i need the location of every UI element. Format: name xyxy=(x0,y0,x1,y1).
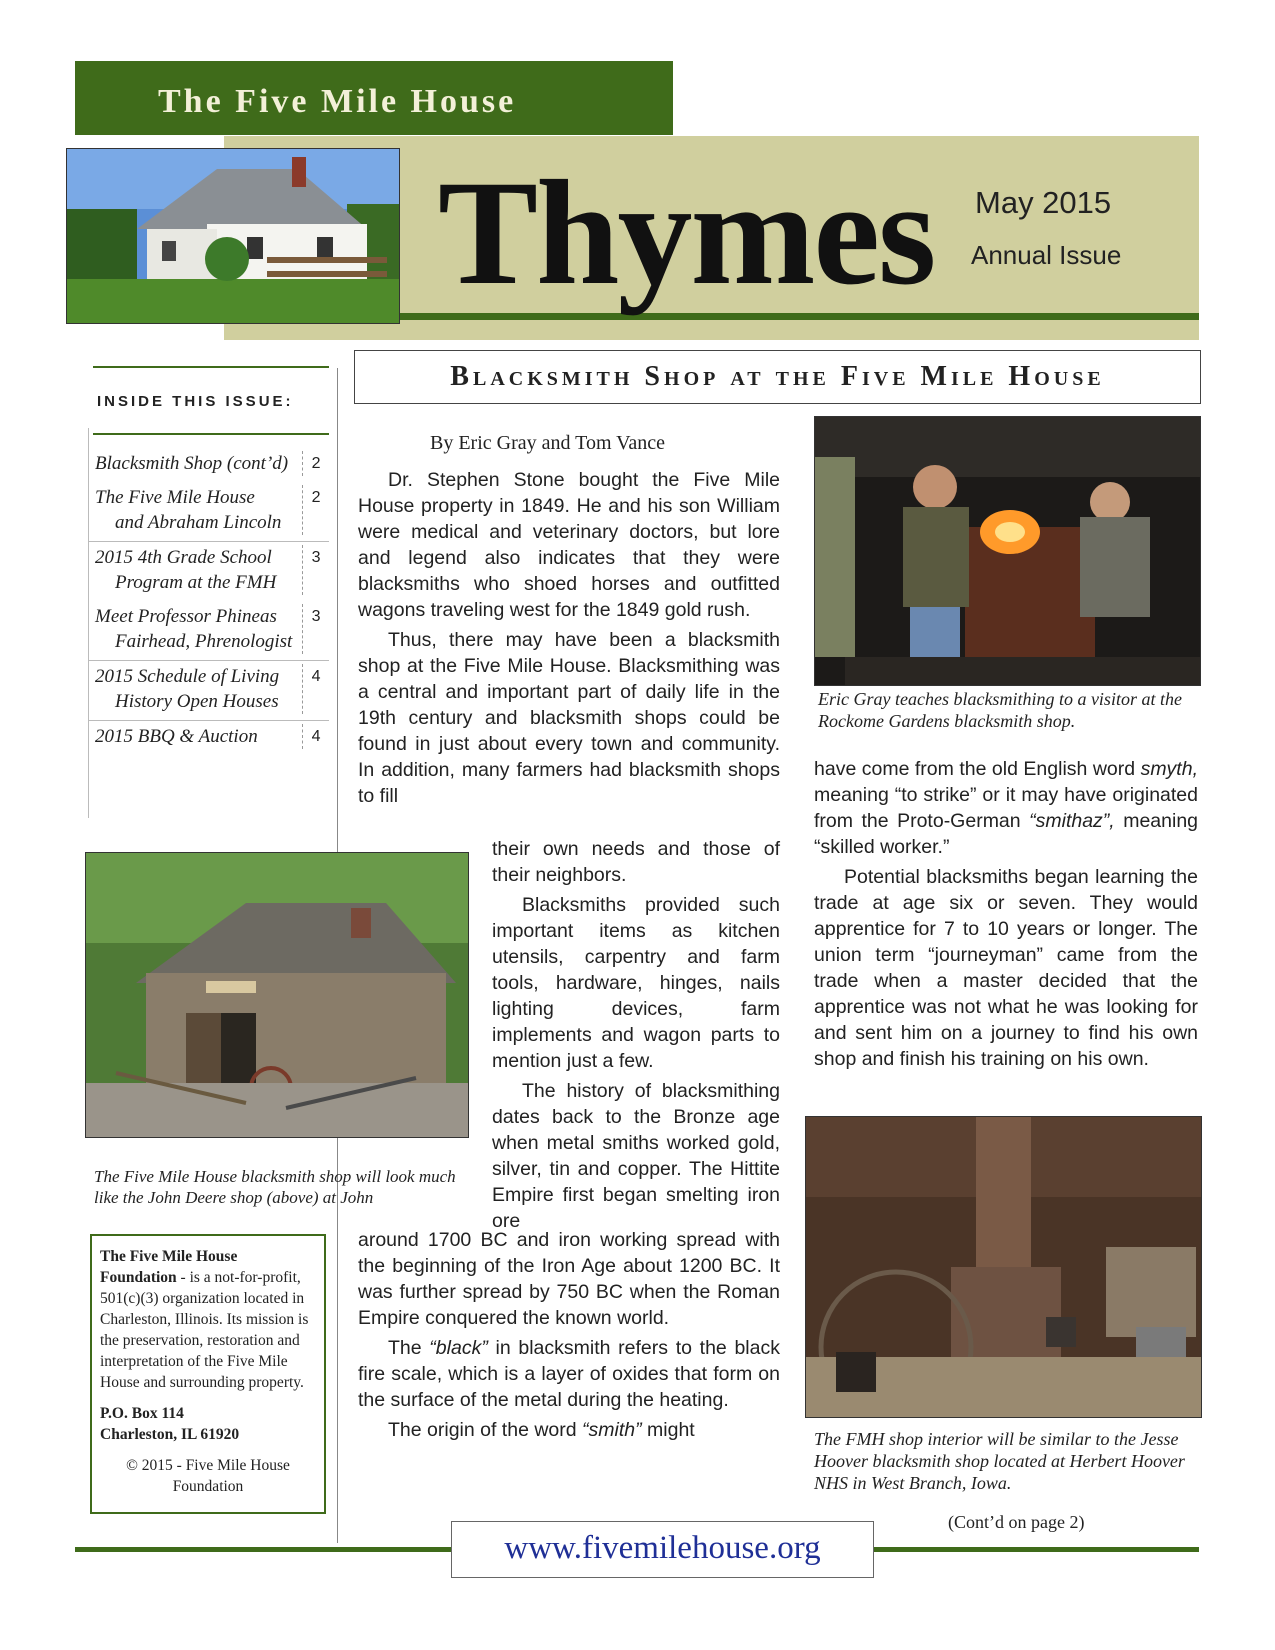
hoover-shop-interior-photo xyxy=(805,1116,1202,1418)
toc-item-label-2: History Open Houses xyxy=(115,691,279,712)
article-paragraph: Thus, there may have been a blacksmith shop at the Five Mile House. Blacksmithing was a central and important part of daily life in the 19th century and blacksmith shops could be found in just about every town and community. In addition, many farmers had blacksmith shops to fill xyxy=(358,629,780,807)
article-column-1-top xyxy=(358,467,780,813)
article-column-1-bottom xyxy=(358,1227,780,1447)
inside-this-issue-heading: INSIDE THIS ISSUE: xyxy=(97,393,294,410)
article-column-1-middle xyxy=(492,836,780,1238)
table-of-contents xyxy=(89,448,329,755)
article-paragraph: around 1700 BC and iron working spread with the beginning of the Iron Age about 1200 BC. It was further spread by 750 BC when the Roman Empire conquered the known world. xyxy=(358,1229,780,1329)
foundation-mission: - is a not-for-profit, 501(c)(3) organization located in Charleston, Illinois. Its mission is the preservation, restoration and interpretation of the Five Mile House and surrounding property. xyxy=(100,1269,309,1391)
article-paragraph: their own needs and those of their neighbors. xyxy=(492,838,780,886)
website-box xyxy=(451,1521,874,1578)
text-run: have come from the old English word xyxy=(814,758,1141,780)
article-paragraph xyxy=(358,1335,780,1413)
article-title: Blacksmith Shop at the Five Mile House xyxy=(450,361,1105,392)
article-paragraph: The history of blacksmithing dates back to the Bronze age when metal smiths worked gold, silver, tin and copper. The Hittite Empire first began smelting iron ore xyxy=(492,1080,780,1232)
text-run: in blacksmith refers to the black fire scale, which is a layer of oxides that form on the surface of the metal during the heating. xyxy=(358,1337,780,1411)
issue-date: May 2015 xyxy=(975,185,1112,220)
toc-page-number: 3 xyxy=(302,545,329,595)
text-run: meaning “to strike” or it may have originated from the Proto-German xyxy=(814,784,1198,832)
five-mile-house-photo xyxy=(66,148,400,324)
copyright-notice: © 2015 - Five Mile House Foundation xyxy=(126,1457,290,1495)
article-paragraph xyxy=(814,756,1198,860)
article-paragraph: Potential blacksmiths began learning the trade at age six or seven. They would apprentice for 7 to 10 years or longer. The union term “journeyman” came from the trade when a master decided that the apprentice was not what he was looking for and sent him on a journey to find his own shop and finish his training on his own. xyxy=(814,866,1198,1070)
toc-page-number: 3 xyxy=(302,604,329,654)
text-run: The xyxy=(388,1337,430,1359)
toc-page-number: 4 xyxy=(302,724,329,749)
text-run: The origin of the word xyxy=(388,1419,583,1441)
toc-item-label: Meet Professor Phineas xyxy=(95,606,277,627)
toc-item-label: Blacksmith Shop (cont’d) xyxy=(95,453,289,474)
toc-item-label: The Five Mile House xyxy=(95,487,255,508)
address-line-1: P.O. Box 114 xyxy=(100,1405,184,1422)
barn-photo-caption: The Five Mile House blacksmith shop will look much like the John Deere shop (above) at John xyxy=(94,1167,456,1207)
toc-item-label: 2015 Schedule of Living xyxy=(95,666,280,687)
inside-rule-top xyxy=(93,366,329,368)
foundation-info-box xyxy=(90,1234,326,1514)
emphasis: “smithaz”, xyxy=(1029,810,1115,832)
john-deere-shop-photo xyxy=(85,852,469,1138)
foundation-name: The Five Mile House Foundation xyxy=(100,1248,238,1286)
toc-item[interactable] xyxy=(89,482,329,541)
toc-item[interactable] xyxy=(89,601,329,660)
article-byline: By Eric Gray and Tom Vance xyxy=(430,432,666,454)
emphasis: smyth, xyxy=(1140,758,1198,780)
emphasis: “smith” xyxy=(582,1419,642,1441)
toc-item-label-2: Fairhead, Phrenologist xyxy=(115,631,293,652)
inside-rule-bottom xyxy=(93,433,329,435)
foundation-description xyxy=(100,1246,316,1393)
rockome-photo-caption: Eric Gray teaches blacksmithing to a visitor at the Rockome Gardens blacksmith shop. xyxy=(818,689,1182,731)
address-line-2: Charleston, IL 61920 xyxy=(100,1426,240,1443)
toc-item[interactable] xyxy=(89,448,329,482)
toc-page-number: 4 xyxy=(302,664,329,714)
article-column-2 xyxy=(814,756,1198,1076)
hoover-photo-caption: The FMH shop interior will be similar to the Jesse Hoover blacksmith shop located at Herbert Hoover NHS in West Branch, Iowa. xyxy=(814,1429,1185,1493)
emphasis: “black” xyxy=(429,1337,488,1359)
article-title-box xyxy=(354,350,1201,404)
toc-item-label-2: Program at the FMH xyxy=(115,572,277,593)
toc-item-label: 2015 4th Grade School xyxy=(95,547,272,568)
organization-name: The Five Mile House xyxy=(158,83,517,120)
toc-item[interactable] xyxy=(89,720,329,755)
website-link[interactable]: www.fivemilehouse.org xyxy=(504,1530,821,1566)
toc-item-label: 2015 BBQ & Auction xyxy=(95,726,258,747)
toc-item[interactable] xyxy=(89,541,329,601)
toc-page-number: 2 xyxy=(302,485,329,535)
continued-note: (Cont’d on page 2) xyxy=(948,1512,1085,1532)
toc-item[interactable] xyxy=(89,660,329,720)
toc-item-label-2: and Abraham Lincoln xyxy=(115,512,282,533)
rockome-blacksmith-photo xyxy=(814,416,1201,686)
text-run: meaning “skilled worker.” xyxy=(814,810,1199,858)
article-paragraph: Blacksmiths provided such important items as kitchen utensils, carpentry and farm tools, hardware, hinges, nails lighting devices, farm implements and wagon parts to mention just a few. xyxy=(492,894,780,1072)
article-paragraph xyxy=(358,1417,780,1443)
masthead-title: Thymes xyxy=(438,150,935,316)
issue-type: Annual Issue xyxy=(971,240,1122,270)
article-paragraph: Dr. Stephen Stone bought the Five Mile House property in 1849. He and his son William were medical and veterinary doctors, but lore and legend also indicates that they were blacksmiths who shoed horses and outfitted wagons traveling west for the 1849 gold rush. xyxy=(358,469,780,621)
organization-banner xyxy=(75,61,673,135)
foundation-address xyxy=(100,1403,316,1445)
text-run: might xyxy=(641,1419,695,1441)
toc-page-number: 2 xyxy=(302,451,329,476)
